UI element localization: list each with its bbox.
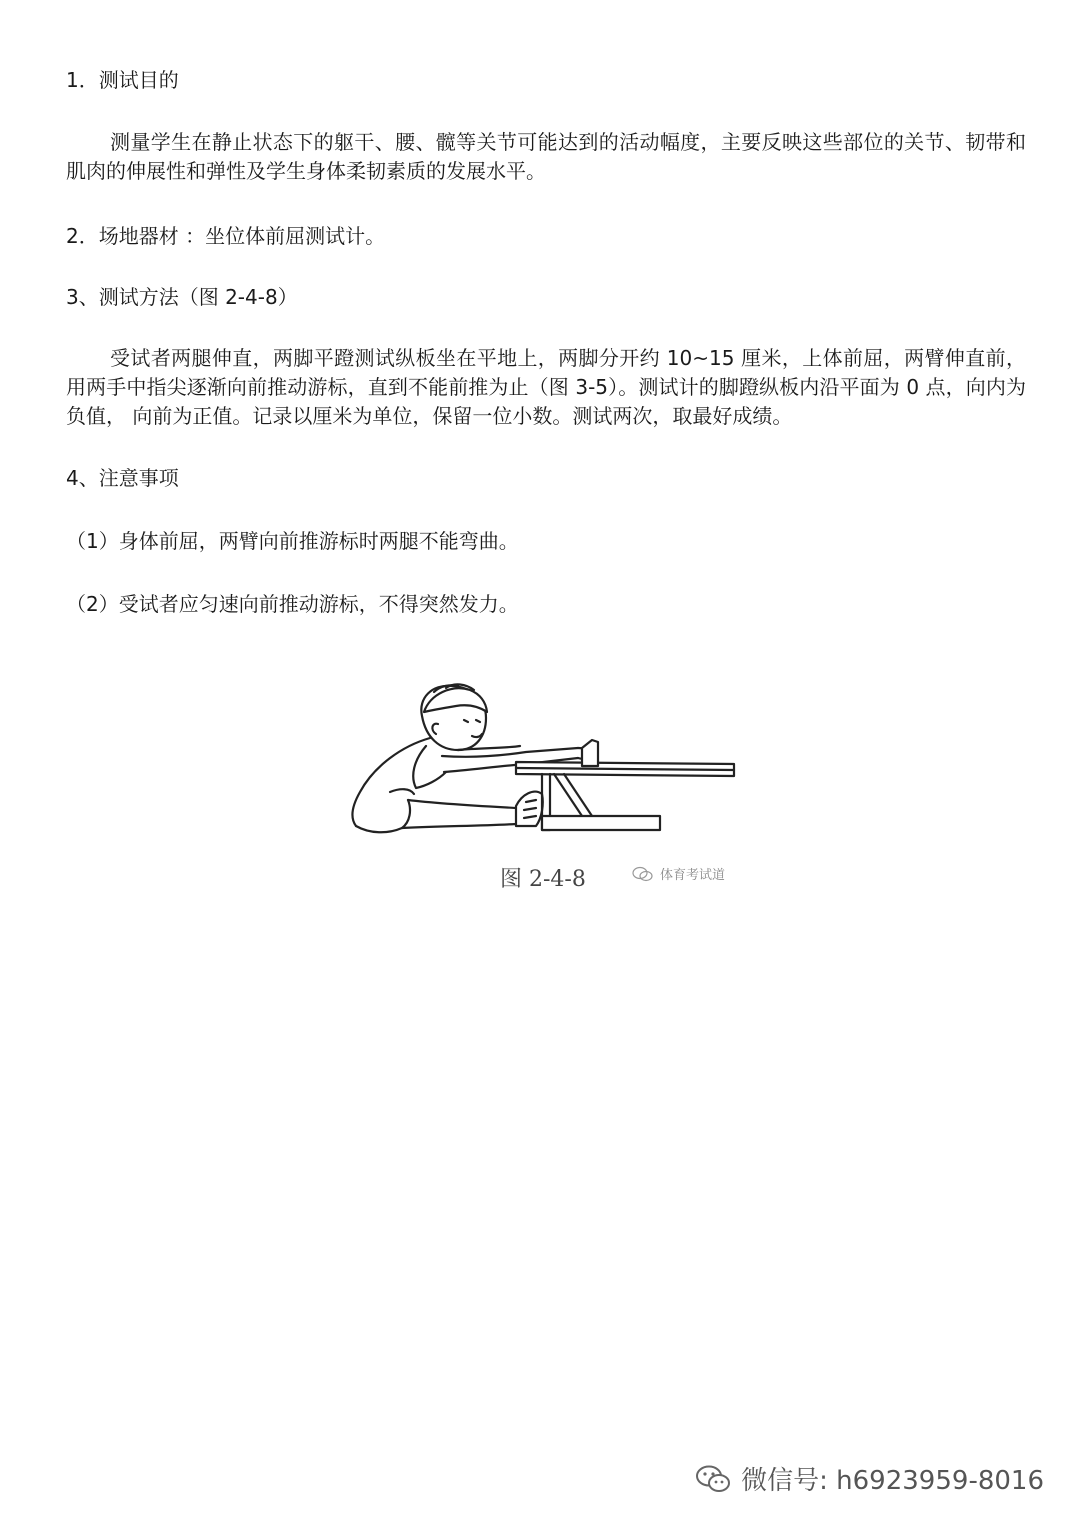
figure-watermark bbox=[632, 864, 725, 883]
footer-text: 微信号: h6923959-8016 bbox=[741, 1466, 1044, 1496]
note-2: （2）受试者应匀速向前推动游标，不得突然发力。 bbox=[66, 592, 519, 616]
section-3-heading: 3、测试方法（图 2-4-8） bbox=[66, 285, 298, 309]
wechat-icon bbox=[695, 1464, 731, 1494]
section-1-body: 测量学生在静止状态下的躯干、腰、髋等关节可能达到的活动幅度，主要反映这些部位的关节、韧带和肌肉的伸展性和弹性及学生身体柔韧素质的发展水平。 bbox=[66, 130, 1026, 183]
figure-watermark-text: 体育考试道 bbox=[660, 868, 726, 883]
figure-caption: 图 2-4-8 bbox=[500, 867, 586, 892]
wechat-icon bbox=[632, 866, 654, 882]
section-1-heading: 1．测试目的 bbox=[66, 68, 179, 92]
note-1: （1）身体前屈，两臂向前推游标时两腿不能弯曲。 bbox=[66, 529, 519, 553]
section-4-heading: 4、注意事项 bbox=[66, 466, 179, 490]
footer-wechat-id bbox=[695, 1460, 1044, 1497]
section-3-body: 受试者两腿伸直，两脚平蹬测试纵板坐在平地上，两脚分开约 10~15 厘米，上体前屈，两臂伸直前，用两手中指尖逐渐向前推动游标，直到不能前推为止（图 3-5）。测试计的脚蹬纵板内沿平面为 0 点，向内为负值， 向前为正值。记录以厘米为单位，保留一位小数。测试两次，取最好成绩。 bbox=[66, 346, 1026, 428]
section-2-heading: 2．场地器材 ：坐位体前屈测试计。 bbox=[66, 224, 386, 248]
